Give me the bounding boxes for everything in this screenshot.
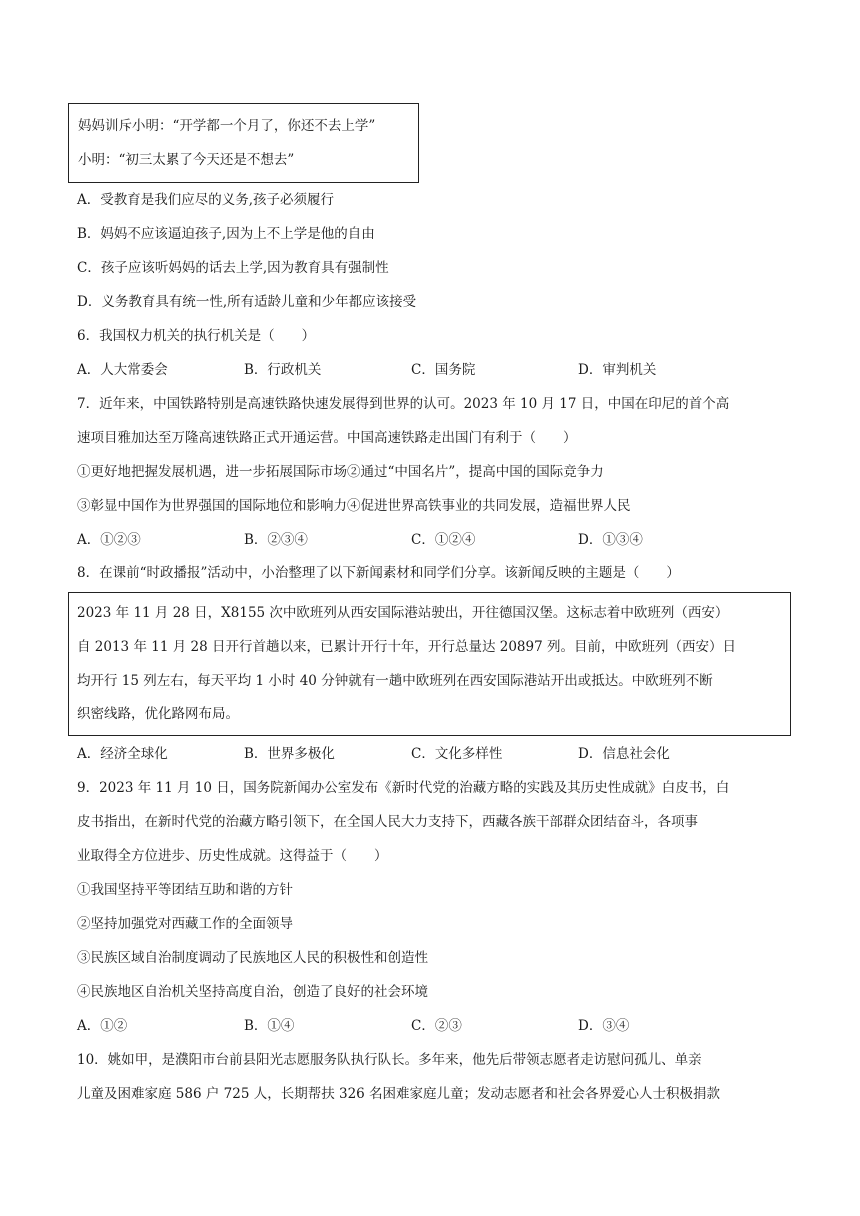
news-material-line: 均开行 15 列左右，每天平均 1 小时 40 分钟就有一趟中欧班列在西安国际港站开出或抵达。中欧班列不断 bbox=[77, 673, 713, 689]
q5-option-d: D．义务教育具有统一性,所有适龄儿童和少年都应该接受 bbox=[77, 294, 417, 310]
q8-option-c: C．文化多样性 bbox=[411, 746, 503, 762]
q8-option-b: B．世界多极化 bbox=[244, 746, 335, 762]
q7-stem-line: 7．近年来，中国铁路特别是高速铁路快速发展得到世界的认可。2023 年 10 月 17 日，中国在印尼的首个高 bbox=[77, 396, 730, 412]
q9-stem-line: 皮书指出，在新时代党的治藏方略引领下，在全国人民大力支持下，西藏各族干部群众团结奋斗，各项事 bbox=[77, 814, 698, 830]
q7-statements-line: ①更好地把握发展机遇，进一步拓展国际市场②通过“中国名片”，提高中国的国际竞争力 bbox=[77, 464, 604, 480]
q6-stem: 6．我国权力机关的执行机关是（ ） bbox=[77, 328, 316, 344]
q8-stem: 8．在课前“时政播报”活动中，小治整理了以下新闻素材和同学们分享。该新闻反映的主题是（ ） bbox=[77, 565, 680, 581]
q7-statements-line: ③彰显中国作为世界强国的国际地位和影响力④促进世界高铁事业的共同发展，造福世界人民 bbox=[77, 498, 631, 514]
q7-option-c: C．①②④ bbox=[411, 532, 476, 548]
dialogue-line: 妈妈训斥小明：“开学都一个月了，你还不去上学” bbox=[78, 118, 376, 134]
q7-stem-line: 速项目雅加达至万隆高速铁路正式开通运营。中国高速铁路走出国门有利于（ ） bbox=[77, 430, 577, 446]
q9-statement: ①我国坚持平等团结互助和谐的方针 bbox=[77, 882, 293, 898]
q6-option-b: B．行政机关 bbox=[244, 362, 322, 378]
q9-option-d: D．③④ bbox=[578, 1018, 630, 1034]
q8-option-d: D．信息社会化 bbox=[578, 746, 670, 762]
q9-option-c: C．②③ bbox=[411, 1018, 462, 1034]
q9-statement: ③民族区域自治制度调动了民族地区人民的积极性和创造性 bbox=[77, 950, 428, 966]
q10-stem-line: 10．姚如甲，是濮阳市台前县阳光志愿服务队执行队长。多年来，他先后带领志愿者走访慰问孤儿、单亲 bbox=[77, 1052, 702, 1068]
q5-option-a: A．受教育是我们应尽的义务,孩子必须履行 bbox=[77, 192, 335, 208]
q9-statement: ④民族地区自治机关坚持高度自治，创造了良好的社会环境 bbox=[77, 984, 428, 1000]
q9-stem-line: 9．2023 年 11 月 10 日，国务院新闻办公室发布《新时代党的治藏方略的实践及其历史性成就》白皮书，白 bbox=[77, 780, 730, 796]
q9-statement: ②坚持加强党对西藏工作的全面领导 bbox=[77, 916, 293, 932]
q10-stem-line: 儿童及困难家庭 586 户 725 人，长期帮扶 326 名困难家庭儿童；发动志愿者和社会各界爱心人士积极捐款 bbox=[77, 1086, 721, 1102]
news-material-box bbox=[68, 592, 791, 736]
q6-option-a: A．人大常委会 bbox=[77, 362, 168, 378]
q6-option-c: C．国务院 bbox=[411, 362, 476, 378]
q9-option-b: B．①④ bbox=[244, 1018, 295, 1034]
news-material-line: 自 2013 年 11 月 28 日开行首趟以来，已累计开行十年，开行总量达 20897 列。目前，中欧班列（西安）日 bbox=[77, 639, 736, 655]
q8-option-a: A．经济全球化 bbox=[77, 746, 168, 762]
q5-option-c: C．孩子应该听妈妈的话去上学,因为教育具有强制性 bbox=[77, 260, 389, 276]
news-material-line: 2023 年 11 月 28 日，X8155 次中欧班列从西安国际港站驶出，开往德国汉堡。这标志着中欧班列（西安） bbox=[77, 605, 729, 621]
dialogue-line: 小明：“初三太累了今天还是不想去” bbox=[78, 152, 295, 168]
q7-option-b: B．②③④ bbox=[244, 532, 308, 548]
q9-option-a: A．①② bbox=[77, 1018, 128, 1034]
dialogue-material-box bbox=[68, 103, 419, 183]
news-material-line: 织密线路，优化路网布局。 bbox=[77, 706, 239, 722]
q7-option-a: A．①②③ bbox=[77, 532, 141, 548]
q5-option-b: B．妈妈不应该逼迫孩子,因为上不上学是他的自由 bbox=[77, 226, 375, 242]
q7-option-d: D．①③④ bbox=[578, 532, 643, 548]
q9-stem-line: 业取得全方位进步、历史性成就。这得益于（ ） bbox=[77, 848, 388, 864]
q6-option-d: D．审判机关 bbox=[578, 362, 657, 378]
